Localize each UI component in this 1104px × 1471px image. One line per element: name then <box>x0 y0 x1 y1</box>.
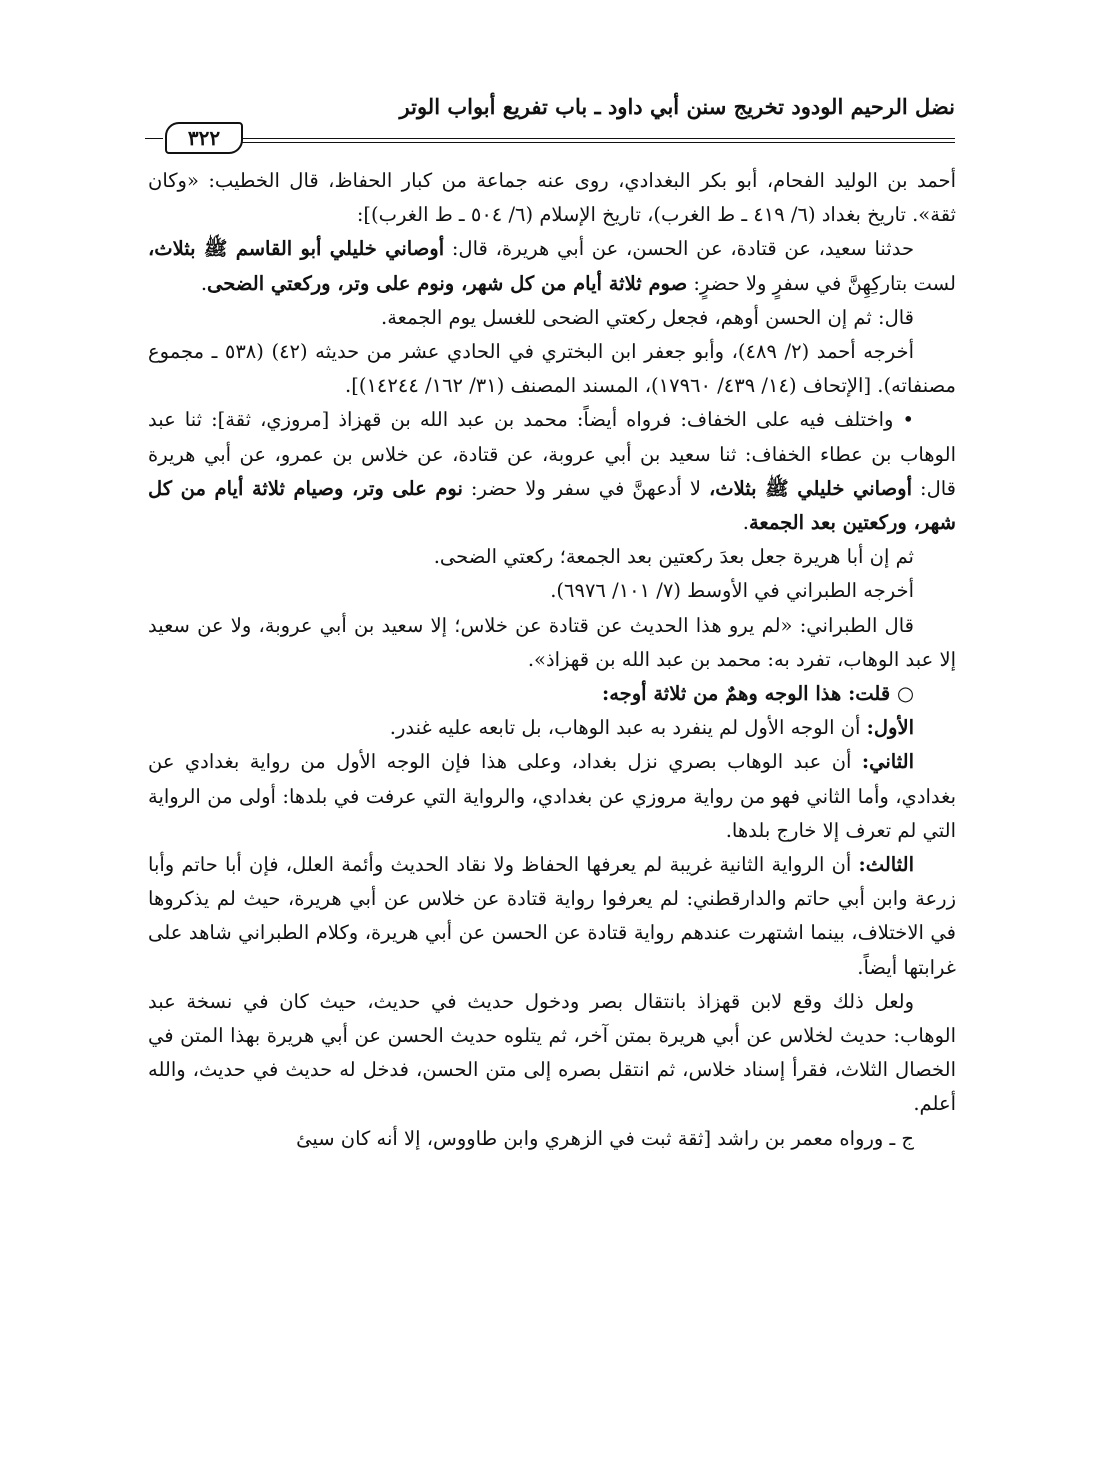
text-segment: أن الوجه الأول لم ينفرد به عبد الوهاب، بل تابعه عليه غندر. <box>389 716 867 740</box>
text-segment: أحمد بن الوليد الفحام، أبو بكر البغدادي، روى عنه جماعة من كبار الحفاظ، قال الخطيب: «وكان ثقة». تاريخ بغداد (٦/ ٤١٩ ـ ط الغرب)، تاريخ الإسلام (٦/ ٥٠٤ ـ ط الغرب)]: <box>148 169 956 227</box>
text-segment: . <box>200 271 208 295</box>
running-header-title: نضل الرحيم الودود تخريج سنن أبي داود ـ باب تفريع أبواب الوتر <box>399 94 955 119</box>
text-segment: قال الطبراني: «لم يرو هذا الحديث عن قتادة عن خلاس؛ إلا سعيد بن أبي عروبة، ولا عن سعيد إلا عبد الوهاب، تفرد به: محمد بن عبد الله بن قهزاذ». <box>148 613 956 671</box>
paragraph-12 <box>148 848 956 985</box>
bold-segment: ○ قلت: هذا الوجه وهمٌ من ثلاثة أوجه: <box>602 682 914 706</box>
paragraph-4 <box>148 335 956 403</box>
text-segment: ثم إن أبا هريرة جعل بعدَ ركعتين بعد الجمعة؛ ركعتي الضحى. <box>433 545 914 569</box>
text-segment: حدثنا سعيد، عن قتادة، عن الحسن، عن أبي هريرة، قال: <box>444 237 914 261</box>
paragraph-9 <box>148 677 956 711</box>
paragraph-14 <box>148 1122 956 1156</box>
paragraph-10 <box>148 711 956 745</box>
text-segment: أن عبد الوهاب بصري نزل بغداد، وعلى هذا فإن الوجه الأول من رواية بغدادي عن بغدادي، وأما الثاني فهو من رواية مروزي عن بغدادي، والرواية التي عرفت في بلدها: أولى من الرواية التي لم تعرف إلا خارج بلدها. <box>148 750 956 842</box>
text-segment: • واختلف فيه على الخفاف: فرواه أيضاً: محمد بن عبد الله بن قهزاذ [مروزي، ثقة]: ثنا عبد الوهاب بن عطاء الخفاف: ثنا سعيد بن أبي عروبة، عن قتادة، عن خلاس بن عمرو، عن أبي هريرة قال: <box>148 408 956 500</box>
bold-segment: أوصاني خليلي أبو القاسم ﷺ بثلاث، <box>148 237 445 261</box>
paragraph-5 <box>148 403 956 540</box>
bold-segment: أوصاني خليلي ﷺ بثلاث، <box>708 476 912 500</box>
paragraph-11 <box>148 745 956 848</box>
text-segment: . <box>742 511 749 535</box>
text-segment: لا أدعهنَّ في سفر ولا حضر: <box>462 476 709 500</box>
bold-segment: الأول: <box>866 716 914 740</box>
paragraph-2 <box>148 232 956 300</box>
text-segment: أخرجه أحمد (٢/ ٤٨٩)، وأبو جعفر ابن البختري في الحادي عشر من حديثه (٤٢) (٥٣٨ ـ مجموع مصنفاته). [الإتحاف (١٤/ ٤٣٩/ ١٧٩٦٠)، المسند المصنف (٣١/ ١٦٢/ ١٤٢٤٤)]. <box>148 340 956 398</box>
paragraph-8 <box>148 609 956 677</box>
paragraph-3 <box>148 301 956 335</box>
bold-segment: الثالث: <box>858 853 914 877</box>
bold-segment: الثاني: <box>861 750 914 774</box>
text-segment: أخرجه الطبراني في الأوسط (٧/ ١٠١/ ٦٩٧٦). <box>550 579 914 603</box>
page-header <box>145 92 955 152</box>
paragraph-6 <box>148 540 956 574</box>
text-segment: ولعل ذلك وقع لابن قهزاذ بانتقال بصر ودخول حديث في حديث، حيث كان في نسخة عبد الوهاب: حديث لخلاس عن أبي هريرة بمتن آخر، ثم يتلوه حديث الحسن عن أبي هريرة بهذا المتن في الخصال الثلاث، فقرأ إسناد خلاس، ثم انتقل بصره إلى متن الحسن، فدخل له حديث في حديث، والله أعلم. <box>148 989 956 1116</box>
page-body <box>148 164 956 1156</box>
header-rule-top <box>241 138 955 139</box>
bold-segment: نوم على وتر، وصيام ثلاثة أيام من كل شهر، وركعتين بعد الجمعة <box>148 476 956 535</box>
bold-segment: صوم ثلاثة أيام من كل شهر، ونوم على وتر، وركعتي الضحى <box>207 271 688 295</box>
paragraph-13 <box>148 985 956 1122</box>
text-segment: أن الرواية الثانية غريبة لم يعرفها الحفاظ ولا نقاد الحديث وأئمة العلل، فإن أبا حاتم وأبا زرعة وابن أبي حاتم والدارقطني: لم يعرفوا رواية قتادة عن خلاس عن أبي هريرة، حيث لم يذكروها في الاختلاف، بينما اشتهرت عندهم رواية قتادة عن الحسن عن أبي هريرة، وكلام الطبراني شاهد على غرابتها أيضاً. <box>148 853 956 979</box>
header-rule-bottom <box>241 142 955 143</box>
page-number-badge: ٣٢٢ <box>165 122 243 154</box>
header-rule-left <box>145 138 163 139</box>
paragraph-7 <box>148 574 956 608</box>
text-segment: ج ـ ورواه معمر بن راشد [ثقة ثبت في الزهري وابن طاووس، إلا أنه كان سيئ <box>296 1126 914 1150</box>
paragraph-1 <box>148 164 956 232</box>
text-segment: لست بتاركِهِنَّ في سفرٍ ولا حضرٍ: <box>687 271 956 295</box>
text-segment: قال: ثم إن الحسن أوهم، فجعل ركعتي الضحى للغسل يوم الجمعة. <box>381 305 914 329</box>
